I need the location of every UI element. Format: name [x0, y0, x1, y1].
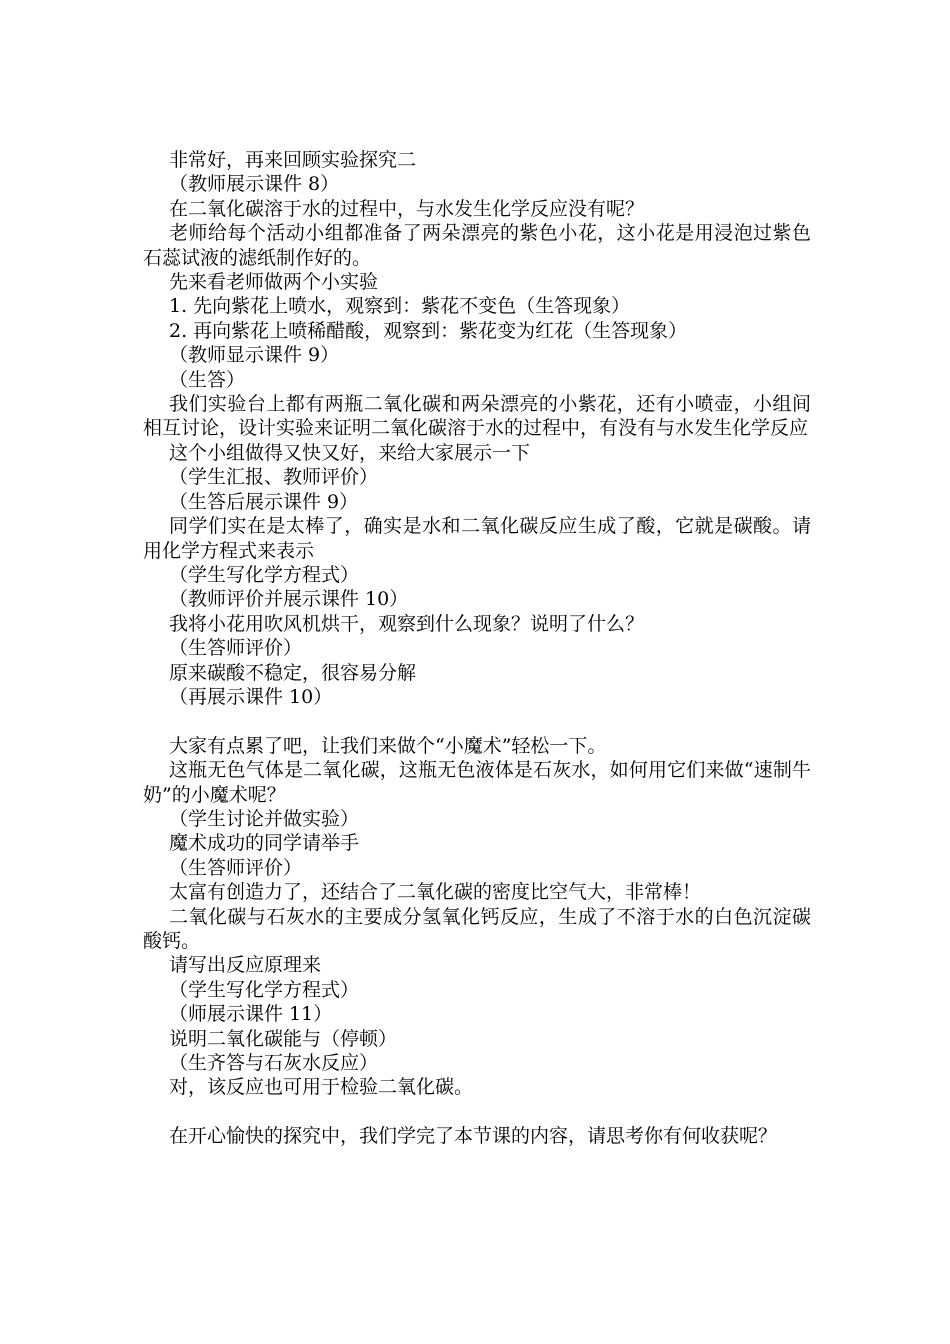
paragraph: （生答师评价） [169, 856, 303, 879]
paragraph: 说明二氧化碳能与（停顿） [169, 1027, 398, 1050]
paragraph: 在二氧化碳溶于水的过程中，与水发生化学反应没有呢？ [169, 197, 645, 220]
paragraph: 老师给每个活动小组都准备了两朵漂亮的紫色小花，这小花是用浸泡过紫色石蕊试液的滤纸制作好的。 [143, 222, 811, 269]
paragraph: 1. 先向紫花上喷水，观察到：紫花不变色（生答现象） [169, 295, 631, 318]
paragraph: 这瓶无色气体是二氧化碳，这瓶无色液体是石灰水，如何用它们来做“速制牛奶”的小魔术呢？ [143, 759, 811, 806]
paragraph: 请写出反应原理来 [169, 954, 322, 977]
paragraph: 原来碳酸不稳定，很容易分解 [169, 661, 417, 684]
paragraph: 在开心愉快的探究中，我们学完了本节课的内容，请思考你有何收获呢？ [169, 1125, 778, 1148]
paragraph: （教师展示课件 8） [169, 173, 340, 196]
paragraph: （学生汇报、教师评价） [169, 466, 379, 489]
paragraph: 先来看老师做两个小实验 [169, 271, 379, 294]
paragraph: 我们实验台上都有两瓶二氧化碳和两朵漂亮的小紫花，还有小喷壶，小组间相互讨论，设计实验来证明二氧化碳溶于水的过程中，有没有与水发生化学反应 [143, 393, 811, 440]
blank-line [143, 709, 811, 733]
paragraph: （师展示课件 11） [169, 1003, 333, 1026]
paragraph: 2. 再向紫花上喷稀醋酸，观察到：紫花变为红花（生答现象） [169, 319, 688, 342]
paragraph: （生答后展示课件 9） [169, 490, 359, 513]
paragraph: （生答师评价） [169, 637, 303, 660]
paragraph: 非常好，再来回顾实验探究二 [169, 149, 417, 171]
paragraph: 太富有创造力了，还结合了二氧化碳的密度比空气大，非常棒！ [169, 881, 702, 904]
paragraph: （生齐答与石灰水反应） [169, 1052, 379, 1075]
paragraph: （生答） [169, 368, 246, 391]
paragraph: 对，该反应也可用于检验二氧化碳。 [169, 1076, 474, 1099]
paragraph: （教师显示课件 9） [169, 344, 340, 367]
paragraph: 大家有点累了吧，让我们来做个“小魔术”轻松一下。 [169, 734, 607, 757]
paragraph: （学生写化学方程式） [169, 978, 360, 1001]
paragraph: 我将小花用吹风机烘干，观察到什么现象？说明了什么？ [169, 612, 645, 635]
paragraph: （教师评价并展示课件 10） [169, 588, 409, 611]
blank-line [143, 1100, 811, 1124]
paragraph: （学生讨论并做实验） [169, 807, 360, 830]
paragraph: （再展示课件 10） [169, 685, 333, 708]
paragraph: （学生写化学方程式） [169, 563, 360, 586]
document-body [143, 148, 811, 1149]
paragraph: 二氧化碳与石灰水的主要成分氢氧化钙反应，生成了不溶于水的白色沉淀碳酸钙。 [143, 905, 811, 952]
paragraph: 同学们实在是太棒了，确实是水和二氧化碳反应生成了酸，它就是碳酸。请用化学方程式来表示 [143, 515, 811, 562]
paragraph: 这个小组做得又快又好，来给大家展示一下 [169, 441, 531, 464]
paragraph: 魔术成功的同学请举手 [169, 832, 360, 855]
